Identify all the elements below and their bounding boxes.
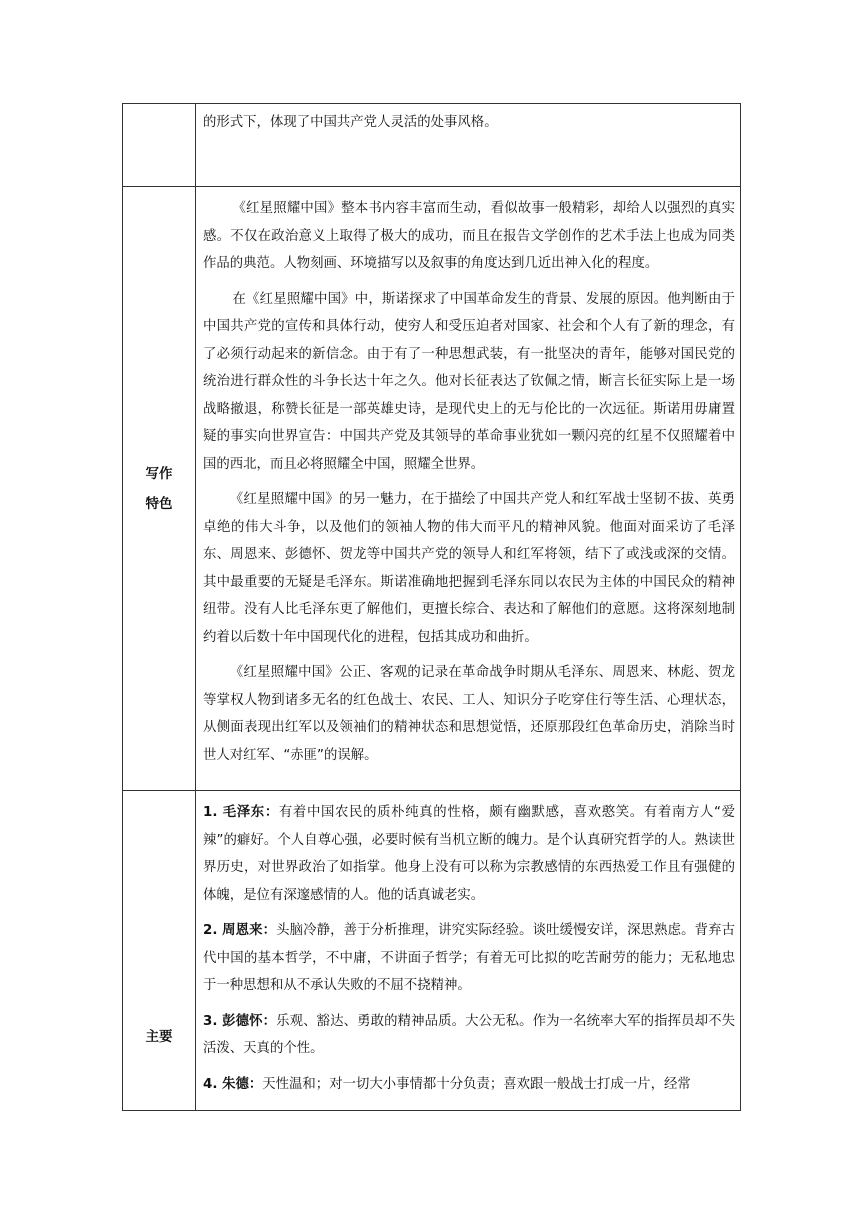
paragraph: 在《红星照耀中国》中，斯诺探求了中国革命发生的背景、发展的原因。他判断由于中国共产党的宣传和具体行动，使穷人和受压迫者对国家、社会和个人有了新的理念，有了必须行动起来的新信念。由于有了一种思想武装，有一批坚决的青年，能够对国民党的统治进行群众性的斗争长达十年之久。他对长征表达了钦佩之情，断言长征实际上是一场战略撤退，称赞长征是一部英雄史诗，是现代史上的无与伦比的一次远征。斯诺用毋庸置疑的事实向世界宣告：中国共产党及其领导的革命事业犹如一颗闪亮的红星不仅照耀着中国的西北，而且必将照耀全中国，照耀全世界。 xyxy=(203,291,735,472)
row-content-cell xyxy=(196,791,741,1111)
character-description: 头脑冷静，善于分析推理，讲究实际经验。谈吐缓慢安详，深思熟虑。背弃古代中国的基本哲学，不中庸，不讲面子哲学；有着无可比拟的吃苦耐劳的能力；无私地忠于一种思想和从不承认失败的不屈不挠精神。 xyxy=(203,923,735,993)
list-item xyxy=(203,1008,735,1063)
character-name: 2. 周恩来： xyxy=(203,923,277,938)
character-name: 3. 彭德怀： xyxy=(203,1013,277,1029)
list-item xyxy=(203,1071,735,1099)
row-content-cell xyxy=(196,104,741,187)
writing-features-label-line1: 写作 xyxy=(145,465,173,482)
row-label-cell xyxy=(123,187,196,791)
row-content-cell xyxy=(196,187,741,791)
paragraph: 《红星照耀中国》的另一魅力，在于描绘了中国共产党人和红军战士坚韧不拔、英勇卓绝的伟大斗争，以及他们的领袖人物的伟大而平凡的精神风貌。他面对面采访了毛泽东、周恩来、彭德怀、贺龙等中国共产党的领导人和红军将领，结下了或浅或深的交情。其中最重要的无疑是毛泽东。斯诺准确地把握到毛泽东同以农民为主体的中国民众的精神纽带。没有人比毛泽东更了解他们，更擅长综合、表达和了解他们的意愿。这将深刻地制约着以后数十年中国现代化的进程，包括其成功和曲折。 xyxy=(203,492,735,645)
character-name: 1. 毛泽东： xyxy=(203,805,279,820)
row-label-cell xyxy=(123,791,196,1111)
table-row-main-characters xyxy=(123,791,741,1111)
character-description: 乐观、豁达、勇敢的精神品质。大公无私。作为一名统率大军的指挥员却不失活泼、天真的个性。 xyxy=(203,1013,735,1056)
table-row xyxy=(123,104,741,187)
character-name: 4. 朱德： xyxy=(203,1076,263,1092)
continuation-paragraph: 的形式下，体现了中国共产党人灵活的处事风格。 xyxy=(203,115,498,130)
content-table xyxy=(122,103,741,1111)
character-description: 天性温和；对一切大小事情都十分负责；喜欢跟一般战士打成一片，经常 xyxy=(262,1076,691,1092)
row-label-cell xyxy=(123,104,196,187)
list-item xyxy=(203,917,735,1000)
list-item xyxy=(203,799,735,909)
writing-features-label-line2: 特色 xyxy=(145,495,173,512)
paragraph: 《红星照耀中国》公正、客观的记录在革命战争时期从毛泽东、周恩来、林彪、贺龙等掌权人物到诸多无名的红色战士、农民、工人、知识分子吃穿住行等生活、心理状态，从侧面表现出红军以及领袖们的精神状态和思想觉悟，还原那段红色革命历史，消除当时世人对红军、“赤匪”的误解。 xyxy=(203,665,735,763)
paragraph: 《红星照耀中国》整本书内容丰富而生动，看似故事一般精彩，却给人以强烈的真实感。不仅在政治意义上取得了极大的成功，而且在报告文学创作的艺术手法上也成为同类作品的典范。人物刻画、环境描写以及叙事的角度达到几近出神入化的程度。 xyxy=(203,201,735,271)
main-characters-label: 主要 xyxy=(145,1029,173,1045)
table-row-writing-features xyxy=(123,187,741,791)
character-description: 有着中国农民的质朴纯真的性格，颇有幽默感，喜欢憨笑。有着南方人“爱辣”的癖好。个人自尊心强，必要时候有当机立断的魄力。是个认真研究哲学的人。熟读世界历史，对世界政治了如指掌。他身上没有可以称为宗教感情的东西热爱工作且有强健的体魄，是位有深邃感情的人。他的话真诚老实。 xyxy=(203,805,735,903)
